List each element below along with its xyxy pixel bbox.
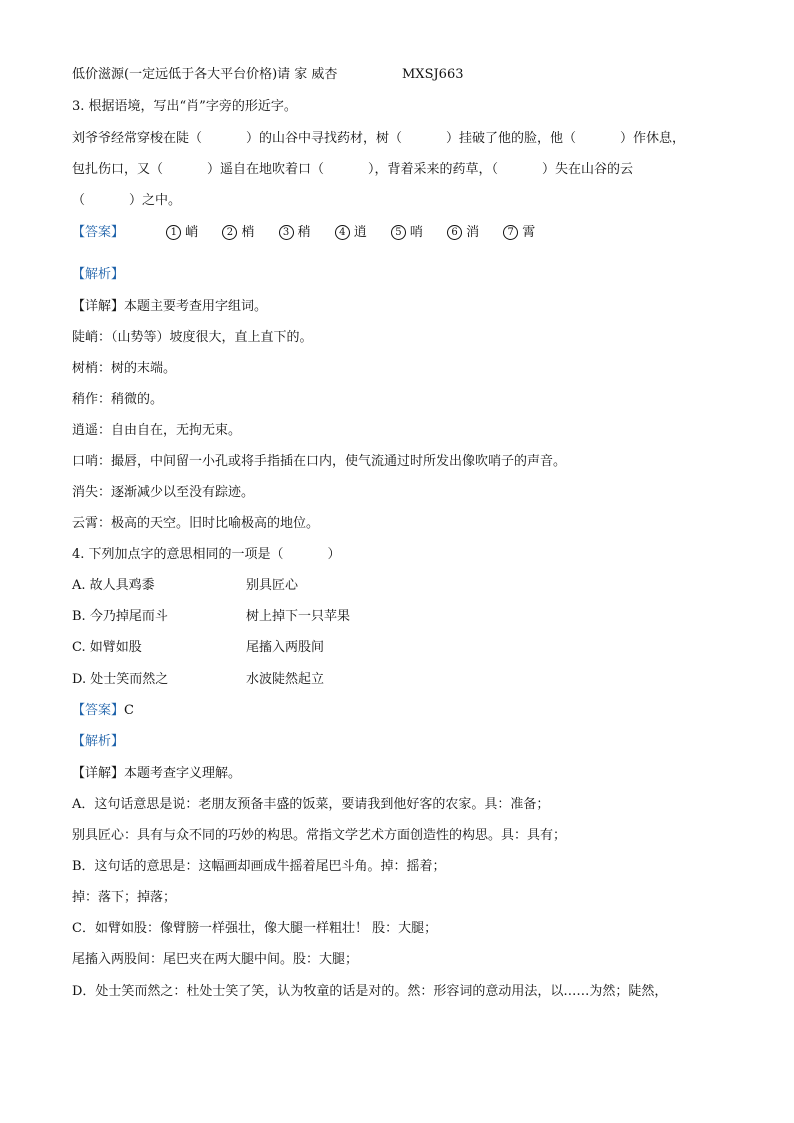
q4-option	[72, 639, 324, 657]
q4-title	[72, 546, 341, 564]
answer-number: 6	[447, 225, 462, 240]
q4-line: 掉：落下；掉落；	[72, 890, 177, 905]
q3-item: 逍遥：自由自在，无拘无束。	[72, 423, 242, 438]
answer-value: 霄	[522, 225, 536, 240]
q4-option	[72, 671, 324, 689]
answer-tag: 【答案】	[72, 225, 125, 240]
answer-value: 梢	[241, 225, 255, 240]
answer-number: 7	[503, 225, 518, 240]
answer-tag: 【答案】	[72, 703, 125, 718]
q4-option	[72, 577, 298, 595]
answer-number: 2	[222, 225, 237, 240]
q3-item: 树梢：树的末端。	[72, 361, 177, 376]
passage-text: ）挂破了他的脸，他（	[446, 131, 577, 146]
q4-line: A．这句话意思是说：老朋友预备丰盛的饭菜，要请我到他好客的农家。具：准备；	[72, 797, 550, 812]
q4-answer-line	[72, 702, 134, 720]
passage-text: ）失在山谷的云	[542, 162, 634, 177]
q3-passage-line-1	[72, 130, 685, 148]
header-line	[72, 66, 464, 84]
answer-item	[391, 224, 423, 242]
answer-value: 逍	[353, 225, 367, 240]
answer-value: 稍	[297, 225, 311, 240]
q3-item: 陡峭：（山势等）坡度很大，直上直下的。	[72, 330, 313, 345]
q3-item: 云霄：极高的天空。旧时比喻极高的地位。	[72, 516, 320, 531]
passage-text: 包扎伤口，又（	[72, 162, 164, 177]
q4-line: D．处士笑而然之：杜处士笑了笑，认为牧童的话是对的。然：形容词的意动用法，以……为然；陡然，	[72, 984, 668, 999]
option-right: 尾搐入两股间	[246, 640, 325, 655]
passage-text: 刘爷爷经常穿梭在陡（	[72, 131, 203, 146]
q4-detail: 【详解】本题考查字义理解。	[72, 766, 242, 781]
answer-item	[503, 224, 535, 242]
q4-line: 别具匠心：具有与众不同的巧妙的构思。常指文学艺术方面创造性的构思。具：具有；	[72, 828, 567, 843]
passage-text: ），背着采来的药草，（	[368, 162, 499, 177]
passage-text: ）之中。	[129, 193, 182, 208]
q3-title: 3. 根据语境，写出“肖”字旁的形近字。	[72, 99, 297, 114]
option-left: D. 处士笑而然之	[72, 672, 169, 687]
answer-number: 3	[279, 225, 294, 240]
answer-number: 5	[391, 225, 406, 240]
header-text: 低价滋源(一定远低于各大平台价格)请 家 威杏	[72, 67, 338, 82]
answer-item	[335, 224, 367, 242]
passage-text: ）的山谷中寻找药材，树（	[246, 131, 403, 146]
q3-item: 口哨：撮唇，中间留一小孔或将手指插在口内，使气流通过时所发出像吹哨子的声音。	[72, 454, 567, 469]
answer-number: 4	[335, 225, 350, 240]
q3-passage-line-3	[72, 192, 181, 210]
q4-analysis-tag: 【解析】	[72, 734, 125, 749]
q4-option	[72, 608, 350, 626]
answer-value: 哨	[409, 225, 423, 240]
answer-item	[279, 224, 311, 242]
option-right: 水波陡然起立	[246, 672, 325, 687]
q4-title-end: ）	[327, 547, 341, 562]
answer-item	[447, 224, 479, 242]
option-left: C. 如臂如股	[72, 640, 142, 655]
q4-line: 尾搐入两股间：尾巴夹在两大腿中间。股：大腿；	[72, 952, 359, 967]
answer-value: 消	[466, 225, 480, 240]
option-left: B. 今乃掉尾而斗	[72, 609, 168, 624]
q3-detail: 【详解】本题主要考查用字组词。	[72, 299, 268, 314]
q4-line: B．这句话的意思是：这幅画却画成牛摇着尾巴斗角。掉：摇着；	[72, 859, 446, 874]
option-left: A. 故人具鸡黍	[72, 578, 155, 593]
passage-text: ）作休息，	[620, 131, 686, 146]
answer-item	[166, 224, 198, 242]
q4-line: C．如臂如股：像臂膀一样强壮，像大腿一样粗壮！ 股：大腿；	[72, 921, 438, 936]
header-code: MXSJ663	[402, 67, 464, 82]
passage-text: （	[72, 193, 86, 208]
q3-analysis-tag: 【解析】	[72, 267, 125, 282]
q3-item: 稍作：稍微的。	[72, 392, 164, 407]
passage-text: ）遥自在地吹着口（	[207, 162, 325, 177]
answer-number: 1	[166, 225, 181, 240]
q3-passage-line-2	[72, 161, 633, 179]
answer-value: 峭	[185, 225, 199, 240]
option-right: 别具匠心	[246, 578, 299, 593]
answer-value: C	[124, 703, 134, 718]
q4-title-text: 4. 下列加点字的意思相同的一项是（	[72, 547, 284, 562]
option-right: 树上掉下一只苹果	[246, 609, 351, 624]
answer-item	[222, 224, 254, 242]
q3-answer-line	[72, 224, 555, 242]
q3-item: 消失：逐渐减少以至没有踪迹。	[72, 485, 255, 500]
